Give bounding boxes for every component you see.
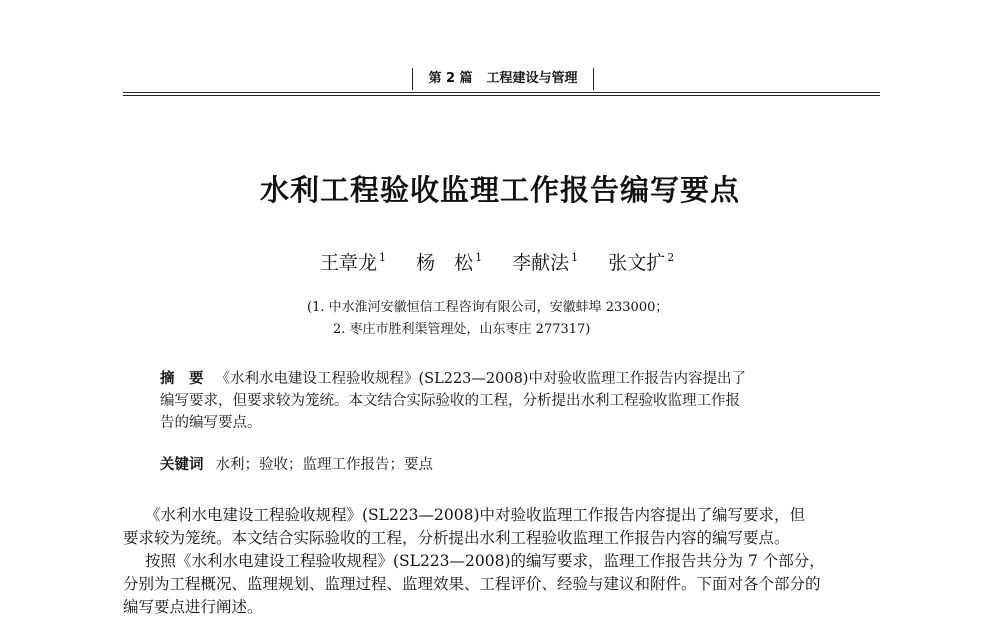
- abstract-line: [160, 368, 860, 390]
- abstract: [160, 368, 860, 434]
- author-name: 王章龙: [320, 252, 378, 274]
- keywords-text: 水利；验收；监理工作报告；要点: [215, 457, 433, 473]
- body-line: 按照《水利水电建设工程验收规程》(SL223—2008)的编写要求，监理工作报告共分为 7 个部分，: [145, 552, 825, 570]
- abstract-label: 摘 要: [160, 371, 204, 387]
- affiliation-2: 2. 枣庄市胜利渠管理处，山东枣庄 277317): [333, 322, 591, 337]
- body-line: 要求较为笼统。本文结合实际验收的工程，分析提出水利工程验收监理工作报告内容的编写要点。: [123, 529, 790, 547]
- author-name: 杨 松: [416, 252, 474, 274]
- abstract-text: 《水利水电建设工程验收规程》(SL223—2008)中对验收监理工作报告内容提出了: [215, 371, 746, 387]
- author: [608, 248, 674, 275]
- header-rule-bottom: [123, 95, 880, 96]
- author: [320, 248, 386, 275]
- author-affiliation-mark: 1: [571, 251, 579, 264]
- author-name: 李献法: [512, 252, 570, 274]
- author-affiliation-mark: 2: [667, 251, 675, 264]
- body-line: 《水利水电建设工程验收规程》(SL223—2008)中对验收监理工作报告内容提出了编写要求，但: [145, 506, 806, 524]
- body-line: 编写要点进行阐述。: [123, 598, 263, 616]
- running-header-section: 工程建设与管理: [486, 71, 578, 86]
- running-header: [412, 68, 594, 90]
- author: [512, 248, 578, 275]
- keywords: [160, 454, 433, 476]
- header-rule-top: [123, 92, 880, 93]
- keywords-label: 关键词: [160, 457, 204, 473]
- author-name: 张文扩: [608, 252, 666, 274]
- author-affiliation-mark: 1: [379, 251, 387, 264]
- paper-title: 水利工程验收监理工作报告编写要点: [259, 173, 740, 207]
- abstract-line: 告的编写要点。: [160, 415, 262, 431]
- body-text: [123, 504, 883, 619]
- author-list: [320, 248, 698, 275]
- author: [416, 248, 482, 275]
- body-line: 分别为工程概况、监理规划、监理过程、监理效果、工程评价、经验与建议和附件。下面对各个部分的: [123, 575, 821, 593]
- affiliation-1: (1. 中水淮河安徽恒信工程咨询有限公司，安徽蚌埠 233000；: [307, 300, 669, 315]
- running-header-part: 第 2 篇: [428, 71, 473, 86]
- abstract-line: 编写要求，但要求较为笼统。本文结合实际验收的工程，分析提出水利工程验收监理工作报: [160, 393, 740, 409]
- author-affiliation-mark: 1: [475, 251, 483, 264]
